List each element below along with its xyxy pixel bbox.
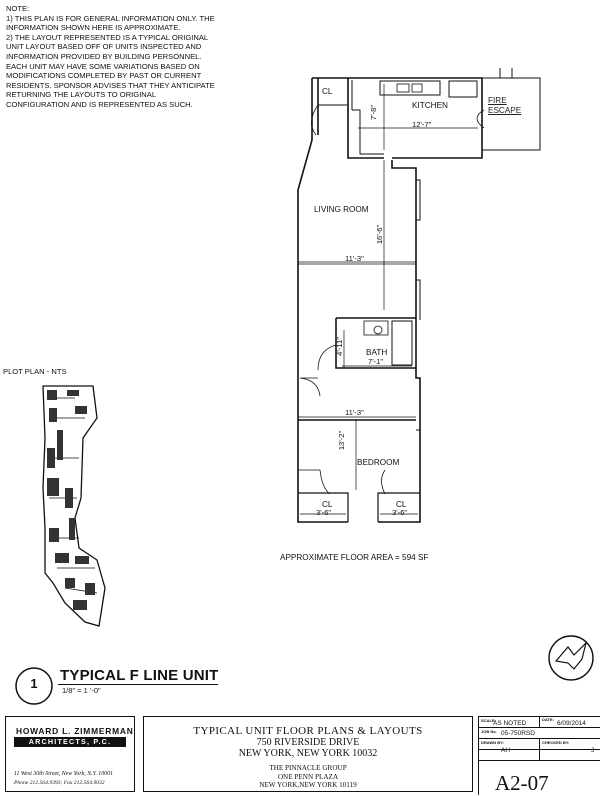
notes-item-2: 2) THE LAYOUT REPRESENTED IS A TYPICAL ORIGINAL UNIT LAYOUT BASED OFF OF UNITS INSPECTED AND INFORMATION PROVIDED BY BUILDING PERSONNEL. EACH UNIT MAY HAVE SOME VARIATIONS BASED ON MODIFICATIONS COMPLETED BY PAST OR CURRENT RESIDENTS. SPONSOR ADVISES THAT THEY ANTICIPATE RETURNING THE LAYOUTS TO ORIGINAL CONFIGURATION AND IS REPRESENTED AS SUCH. <box>6 32 215 109</box>
client-name: THE PINNACLE GROUP <box>269 764 347 772</box>
job-value: 05-750RSD <box>501 730 535 737</box>
bath-width-dimension: 7'-1" <box>368 357 384 366</box>
notes-item-1: 1) THIS PLAN IS FOR GENERAL INFORMATION ONLY. THE INFORMATION SHOWN HERE IS APPROXIMATE. <box>6 13 215 33</box>
date-value: 6/09/2014 <box>557 720 586 727</box>
fire-escape-label: FIRE ESCAPE <box>488 96 522 115</box>
kitchen-depth-dimension: 7'-8" <box>369 104 379 121</box>
checked-by-value: J <box>591 747 595 754</box>
closet-top-label: CL <box>322 87 333 96</box>
living-depth-dimension: 16'-6" <box>375 224 385 245</box>
project-block <box>143 716 473 792</box>
bath-depth-dimension: 4'-11" <box>334 337 344 356</box>
client-address-1: ONE PENN PLAZA <box>277 773 339 781</box>
drawn-by-label: DRAWN BY: <box>481 740 504 745</box>
kitchen-label: KITCHEN <box>412 101 448 110</box>
scale-value: AS NOTED <box>493 720 527 727</box>
bedroom-width-dimension: 11'-3" <box>345 408 364 417</box>
drawing-number: 1 <box>30 676 38 691</box>
scale-label: SCALE: <box>481 718 496 723</box>
sheet-number: A2-07 <box>495 771 549 795</box>
bath-label: BATH <box>366 348 388 357</box>
floor-area-note: APPROXIMATE FLOOR AREA = 594 SF <box>280 553 429 562</box>
bedroom-depth-dimension: 13'-2" <box>337 430 347 451</box>
notes-heading: NOTE: <box>6 4 30 13</box>
closet-left-dimension: 3'-6" <box>316 508 332 517</box>
title-underline <box>58 684 218 685</box>
project-address-2: NEW YORK, NEW YORK 10032 <box>238 748 378 759</box>
plot-plan-thumbnail <box>35 378 115 628</box>
north-arrow-icon <box>546 633 596 683</box>
drawing-scale: 1/8" = 1 '-0" <box>62 686 101 695</box>
project-address-1: 750 RIVERSIDE DRIVE <box>256 737 360 748</box>
drawing-title: TYPICAL F LINE UNIT <box>60 667 219 684</box>
firm-address: 11 West 30th Street, New York, N.Y. 10001 <box>14 771 114 777</box>
plot-plan-label: PLOT PLAN - NTS <box>3 367 67 376</box>
date-label: DATE: <box>542 717 554 722</box>
west-wall <box>298 78 348 522</box>
project-title: TYPICAL UNIT FLOOR PLANS & LAYOUTS <box>193 725 423 737</box>
sheet-info-block <box>478 716 600 795</box>
bedroom-label: BEDROOM <box>357 458 400 467</box>
closet-left-label: CL <box>322 500 333 509</box>
firm-sub: ARCHITECTS, P.C. <box>14 737 126 747</box>
living-room-label: LIVING ROOM <box>314 205 369 214</box>
living-width-dimension: 11'-3" <box>345 254 364 263</box>
job-label: JOB No. <box>481 729 497 734</box>
checked-by-label: CHECKED BY: <box>542 740 570 745</box>
firm-phone: Phone 212.564.9393; Fax 212.564.9032 <box>14 780 105 786</box>
closet-right-dimension: 3'-6" <box>392 508 408 517</box>
firm-block <box>5 716 135 792</box>
drawn-by-value: AH <box>501 747 511 754</box>
kitchen-width-dimension: 12'-7" <box>412 120 432 129</box>
client-address-2: NEW YORK,NEW YORK 10119 <box>259 781 357 789</box>
closet-right-label: CL <box>396 500 407 509</box>
firm-name: HOWARD L. ZIMMERMAN <box>16 726 134 736</box>
